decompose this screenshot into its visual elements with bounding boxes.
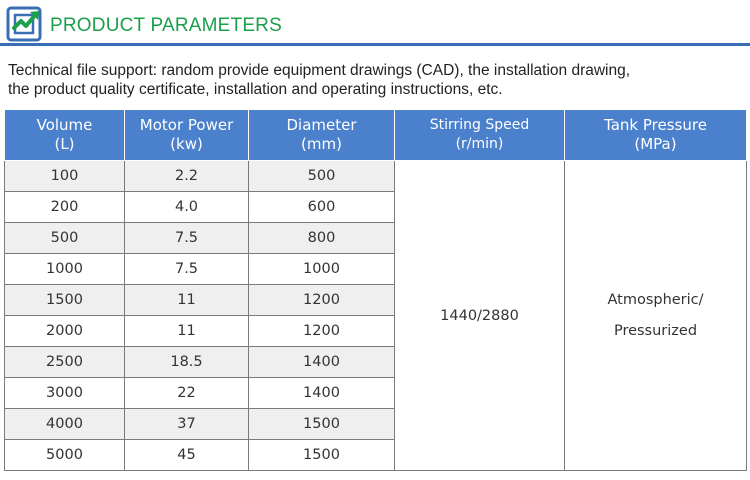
diameter-cell: 800 [249, 223, 395, 254]
diameter-cell: 1400 [249, 378, 395, 409]
diameter-cell: 600 [249, 192, 395, 223]
volume-cell: 3000 [5, 378, 125, 409]
column-unit: (kw) [170, 135, 203, 153]
diameter-cell: 1200 [249, 285, 395, 316]
logo-icon [6, 6, 42, 42]
table-header-row [5, 110, 747, 161]
product-parameters-table [4, 109, 747, 471]
diameter-cell: 1400 [249, 347, 395, 378]
column-unit: (mm) [301, 135, 342, 153]
motor-power-cell: 45 [125, 440, 249, 471]
tank-pressure-line-2: Pressurized [613, 322, 698, 339]
diameter-cell: 1000 [249, 254, 395, 285]
diameter-cell: 500 [249, 161, 395, 192]
motor-power-cell: 7.5 [125, 254, 249, 285]
column-name: Motor Power [139, 116, 234, 134]
column-header-volume [5, 110, 125, 161]
column-header-diameter [249, 110, 395, 161]
column-name: Tank Pressure [604, 116, 707, 134]
column-header-stirring-speed [395, 110, 565, 161]
column-name: Volume [36, 116, 93, 134]
volume-cell: 5000 [5, 440, 125, 471]
volume-cell: 2500 [5, 347, 125, 378]
volume-cell: 500 [5, 223, 125, 254]
diameter-cell: 1500 [249, 409, 395, 440]
volume-cell: 1500 [5, 285, 125, 316]
header-divider [0, 43, 750, 46]
section-title: PRODUCT PARAMETERS [50, 15, 282, 36]
intro-line-1: Technical file support: random provide equipment drawings (CAD), the installation drawing, [8, 62, 631, 79]
motor-power-cell: 22 [125, 378, 249, 409]
motor-power-cell: 4.0 [125, 192, 249, 223]
column-unit: (L) [54, 135, 75, 153]
volume-cell: 200 [5, 192, 125, 223]
tank-pressure-cell [565, 161, 747, 471]
column-name: Stirring Speed [429, 117, 530, 133]
volume-cell: 2000 [5, 316, 125, 347]
column-unit: (r/min) [455, 136, 504, 152]
column-header-motor-power [125, 110, 249, 161]
volume-cell: 1000 [5, 254, 125, 285]
motor-power-cell: 37 [125, 409, 249, 440]
column-name: Diameter [286, 116, 357, 134]
column-unit: (MPa) [634, 135, 677, 153]
intro-line-2: the product quality certificate, installation and operating instructions, etc. [8, 81, 503, 98]
tank-pressure-line-1: Atmospheric/ [607, 291, 704, 308]
motor-power-cell: 11 [125, 316, 249, 347]
column-header-tank-pressure [565, 110, 747, 161]
volume-cell: 4000 [5, 409, 125, 440]
motor-power-cell: 18.5 [125, 347, 249, 378]
volume-cell: 100 [5, 161, 125, 192]
diameter-cell: 1200 [249, 316, 395, 347]
table-row [5, 161, 747, 192]
diameter-cell: 1500 [249, 440, 395, 471]
stirring-speed-cell: 1440/2880 [395, 161, 565, 471]
motor-power-cell: 2.2 [125, 161, 249, 192]
motor-power-cell: 11 [125, 285, 249, 316]
motor-power-cell: 7.5 [125, 223, 249, 254]
intro-text [8, 61, 743, 99]
